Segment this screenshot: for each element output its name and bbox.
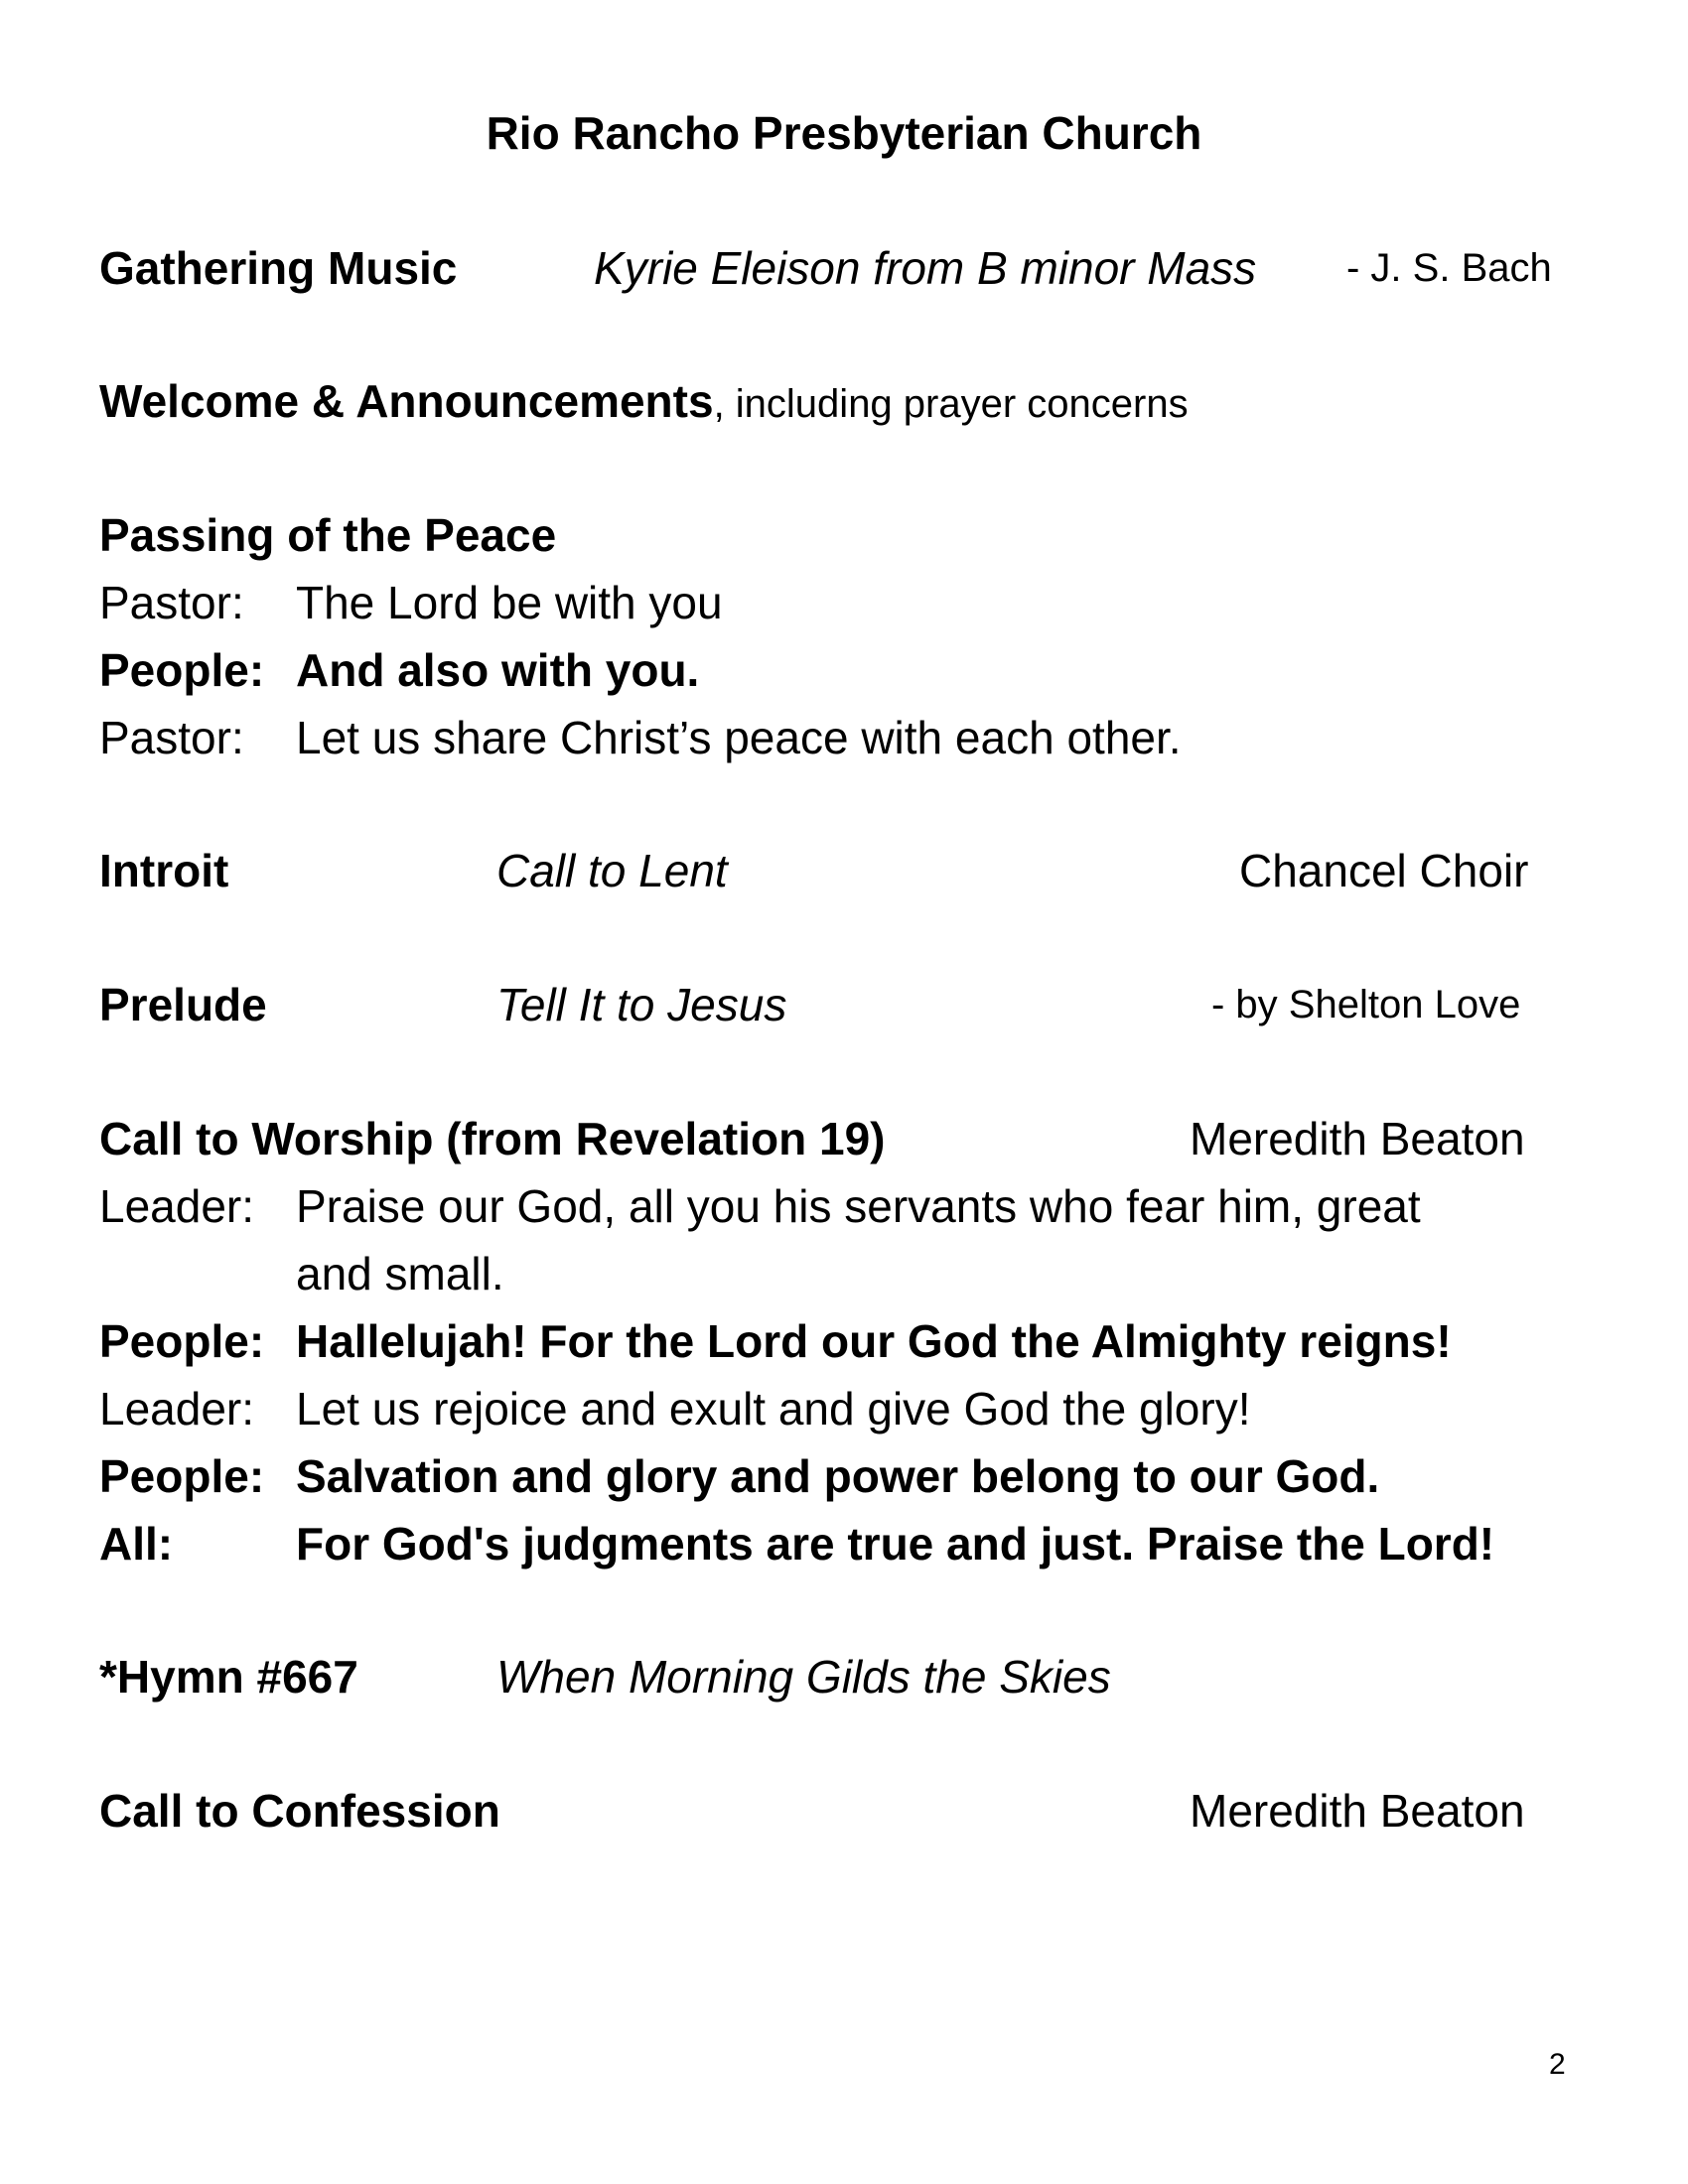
page-number: 2	[1549, 2048, 1566, 2081]
worship-text-4: Salvation and glory and power belong to our God.	[296, 1450, 1380, 1502]
introit-heading: Introit	[99, 845, 229, 896]
hymn-title: When Morning Gilds the Skies	[496, 1651, 1111, 1703]
worship-text-1-continued: and small.	[296, 1248, 504, 1299]
call-to-worship-leader: Meredith Beaton	[1190, 1113, 1525, 1164]
church-name: Rio Rancho Presbyterian Church	[486, 107, 1202, 159]
worship-text-1: Praise our God, all you his servants who fear him, great	[296, 1180, 1421, 1232]
call-to-worship-heading: Call to Worship (from Revelation 19)	[99, 1113, 886, 1164]
call-to-confession-heading: Call to Confession	[99, 1785, 500, 1837]
gathering-music-piece: Kyrie Eleison from B minor Mass	[594, 242, 1257, 294]
worship-text-5: For God's judgments are true and just. Praise the Lord!	[296, 1518, 1495, 1570]
peace-text-3: Let us share Christ’s peace with each other.	[296, 712, 1182, 763]
call-to-confession-leader: Meredith Beaton	[1190, 1785, 1525, 1837]
peace-text-2: And also with you.	[296, 644, 700, 696]
gathering-music-composer: - J. S. Bach	[1346, 246, 1552, 290]
introit-piece: Call to Lent	[496, 845, 728, 896]
worship-text-3: Let us rejoice and exult and give God the glory!	[296, 1383, 1251, 1434]
hymn-heading: *Hymn #667	[99, 1651, 358, 1703]
peace-text-1: The Lord be with you	[296, 577, 723, 628]
gathering-music-heading: Gathering Music	[99, 242, 458, 294]
peace-speaker-3: Pastor:	[99, 712, 244, 763]
passing-peace-heading: Passing of the Peace	[99, 509, 557, 561]
prelude-piece: Tell It to Jesus	[496, 979, 787, 1030]
worship-text-2: Hallelujah! For the Lord our God the Almighty reigns!	[296, 1315, 1452, 1367]
worship-speaker-2: People:	[99, 1315, 265, 1367]
prelude-composer: - by Shelton Love	[1211, 983, 1521, 1026]
peace-speaker-1: Pastor:	[99, 577, 244, 628]
worship-speaker-3: Leader:	[99, 1383, 255, 1434]
welcome-line	[99, 367, 1189, 438]
peace-speaker-2: People:	[99, 644, 265, 696]
prelude-heading: Prelude	[99, 979, 267, 1030]
worship-speaker-5: All:	[99, 1518, 174, 1570]
worship-speaker-4: People:	[99, 1450, 265, 1502]
introit-performer: Chancel Choir	[1239, 845, 1529, 896]
welcome-note: , including prayer concerns	[713, 382, 1189, 426]
worship-speaker-1: Leader:	[99, 1180, 255, 1232]
welcome-heading: Welcome & Announcements	[99, 375, 714, 427]
